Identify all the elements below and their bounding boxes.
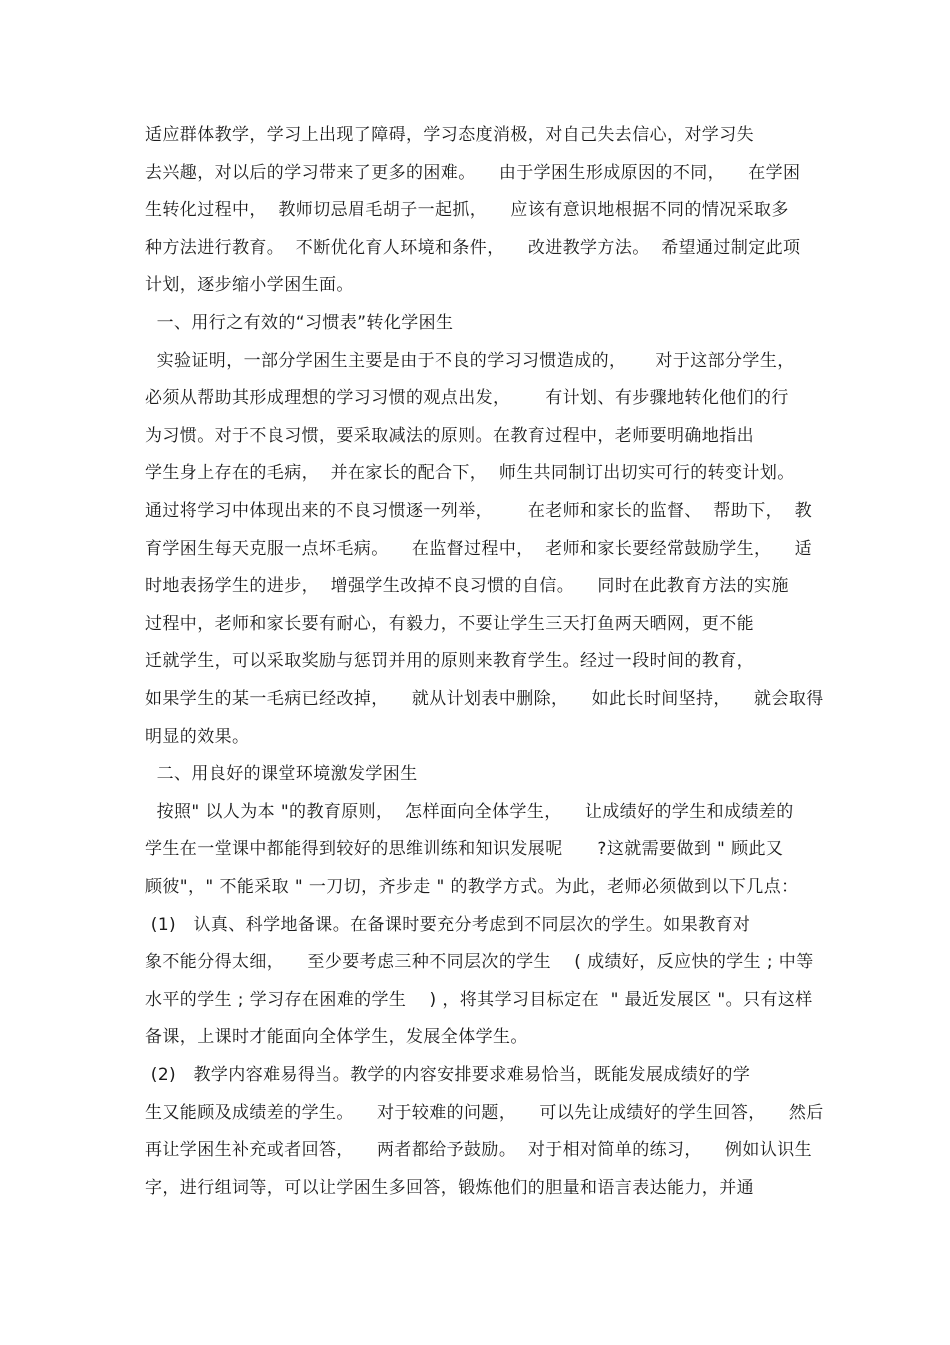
text-line: (2) 教学内容难易得当。教学的内容安排要求难易恰当，既能发展成绩好的学 — [145, 1065, 751, 1085]
text-line: 象不能分得太细， 至少要考虑三种不同层次的学生 ( 成绩好，反应快的学生 ; 中等 — [145, 952, 814, 973]
text-line: 为习惯。对于不良习惯，要采取减法的原则。在教育过程中，老师要明确地指出 — [145, 425, 754, 446]
text-line: 时地表扬学生的进步， 增强学生改掉不良习惯的自信。 同时在此教育方法的实施 — [145, 576, 789, 597]
text-line: 迁就学生，可以采取奖励与惩罚并用的原则来教育学生。经过一段时间的教育， — [145, 651, 754, 672]
text-line: 水平的学生 ; 学习存在困难的学生 ) ，将其学习目标定在 " 最近发展区 "。只有这样 — [145, 989, 813, 1010]
text-line: 过程中，老师和家长要有耐心，有毅力，不要让学生三天打鱼两天晒网，更不能 — [145, 613, 754, 634]
text-line: 计划，逐步缩小学困生面。 — [145, 275, 354, 296]
text-line: 通过将学习中体现出来的不良习惯逐一列举， 在老师和家长的监督、 帮助下， 教 — [145, 501, 813, 521]
text-line: 如果学生的某一毛病已经改掉， 就从计划表中删除， 如此长时间坚持， 就会取得 — [145, 689, 824, 709]
text-line: 二、用良好的课堂环境激发学困生 — [145, 764, 418, 785]
text-line: 备课，上课时才能面向全体学生，发展全体学生。 — [145, 1027, 528, 1048]
text-line: 明显的效果。 — [145, 726, 250, 747]
text-line: 生转化过程中， 教师切忌眉毛胡子一起抓， 应该有意识地根据不同的情况采取多 — [145, 200, 789, 221]
text-line: 按照" 以人为本 "的教育原则， 怎样面向全体学生， 让成绩好的学生和成绩差的 — [145, 801, 794, 822]
text-line: 必须从帮助其形成理想的学习习惯的观点出发， 有计划、有步骤地转化他们的行 — [145, 388, 789, 409]
text-line: (1) 认真、科学地备课。在备课时要充分考虑到不同层次的学生。如果教育对 — [145, 914, 751, 935]
text-line: 生又能顾及成绩差的学生。 对于较难的问题， 可以先让成绩好的学生回答， 然后 — [145, 1102, 824, 1123]
text-line: 种方法进行教育。 不断优化育人环境和条件， 改进教学方法。 希望通过制定此项 — [145, 237, 801, 258]
text-line: 再让学困生补充或者回答， 两者都给予鼓励。 对于相对简单的练习， 例如认识生 — [145, 1140, 813, 1161]
text-line: 育学困生每天克服一点坏毛病。 在监督过程中， 老师和家长要经常鼓励学生， 适 — [145, 538, 813, 559]
text-line: 适应群体教学，学习上出现了障碍，学习态度消极，对自己失去信心，对学习失 — [145, 125, 754, 145]
text-line: 学生身上存在的毛病， 并在家长的配合下， 师生共同制订出切实可行的转变计划。 — [145, 463, 795, 484]
text-line: 学生在一堂课中都能得到较好的思维训练和知识发展呢 ?这就需要做到 " 顾此又 — [145, 839, 784, 860]
text-line: 实验证明，一部分学困生主要是由于不良的学习习惯造成的， 对于这部分学生， — [145, 350, 795, 371]
text-line: 去兴趣，对以后的学习带来了更多的困难。 由于学困生形成原因的不同， 在学困 — [145, 162, 801, 183]
text-line: 字，进行组词等，可以让学困生多回答，锻炼他们的胆量和语言表达能力，并通 — [145, 1177, 754, 1198]
text-line: 顾彼"，" 不能采取 " 一刀切，齐步走 " 的教学方式。为此，老师必须做到以下几点： — [145, 877, 799, 897]
text-line: 一、用行之有效的“习惯表”转化学困生 — [145, 313, 454, 333]
